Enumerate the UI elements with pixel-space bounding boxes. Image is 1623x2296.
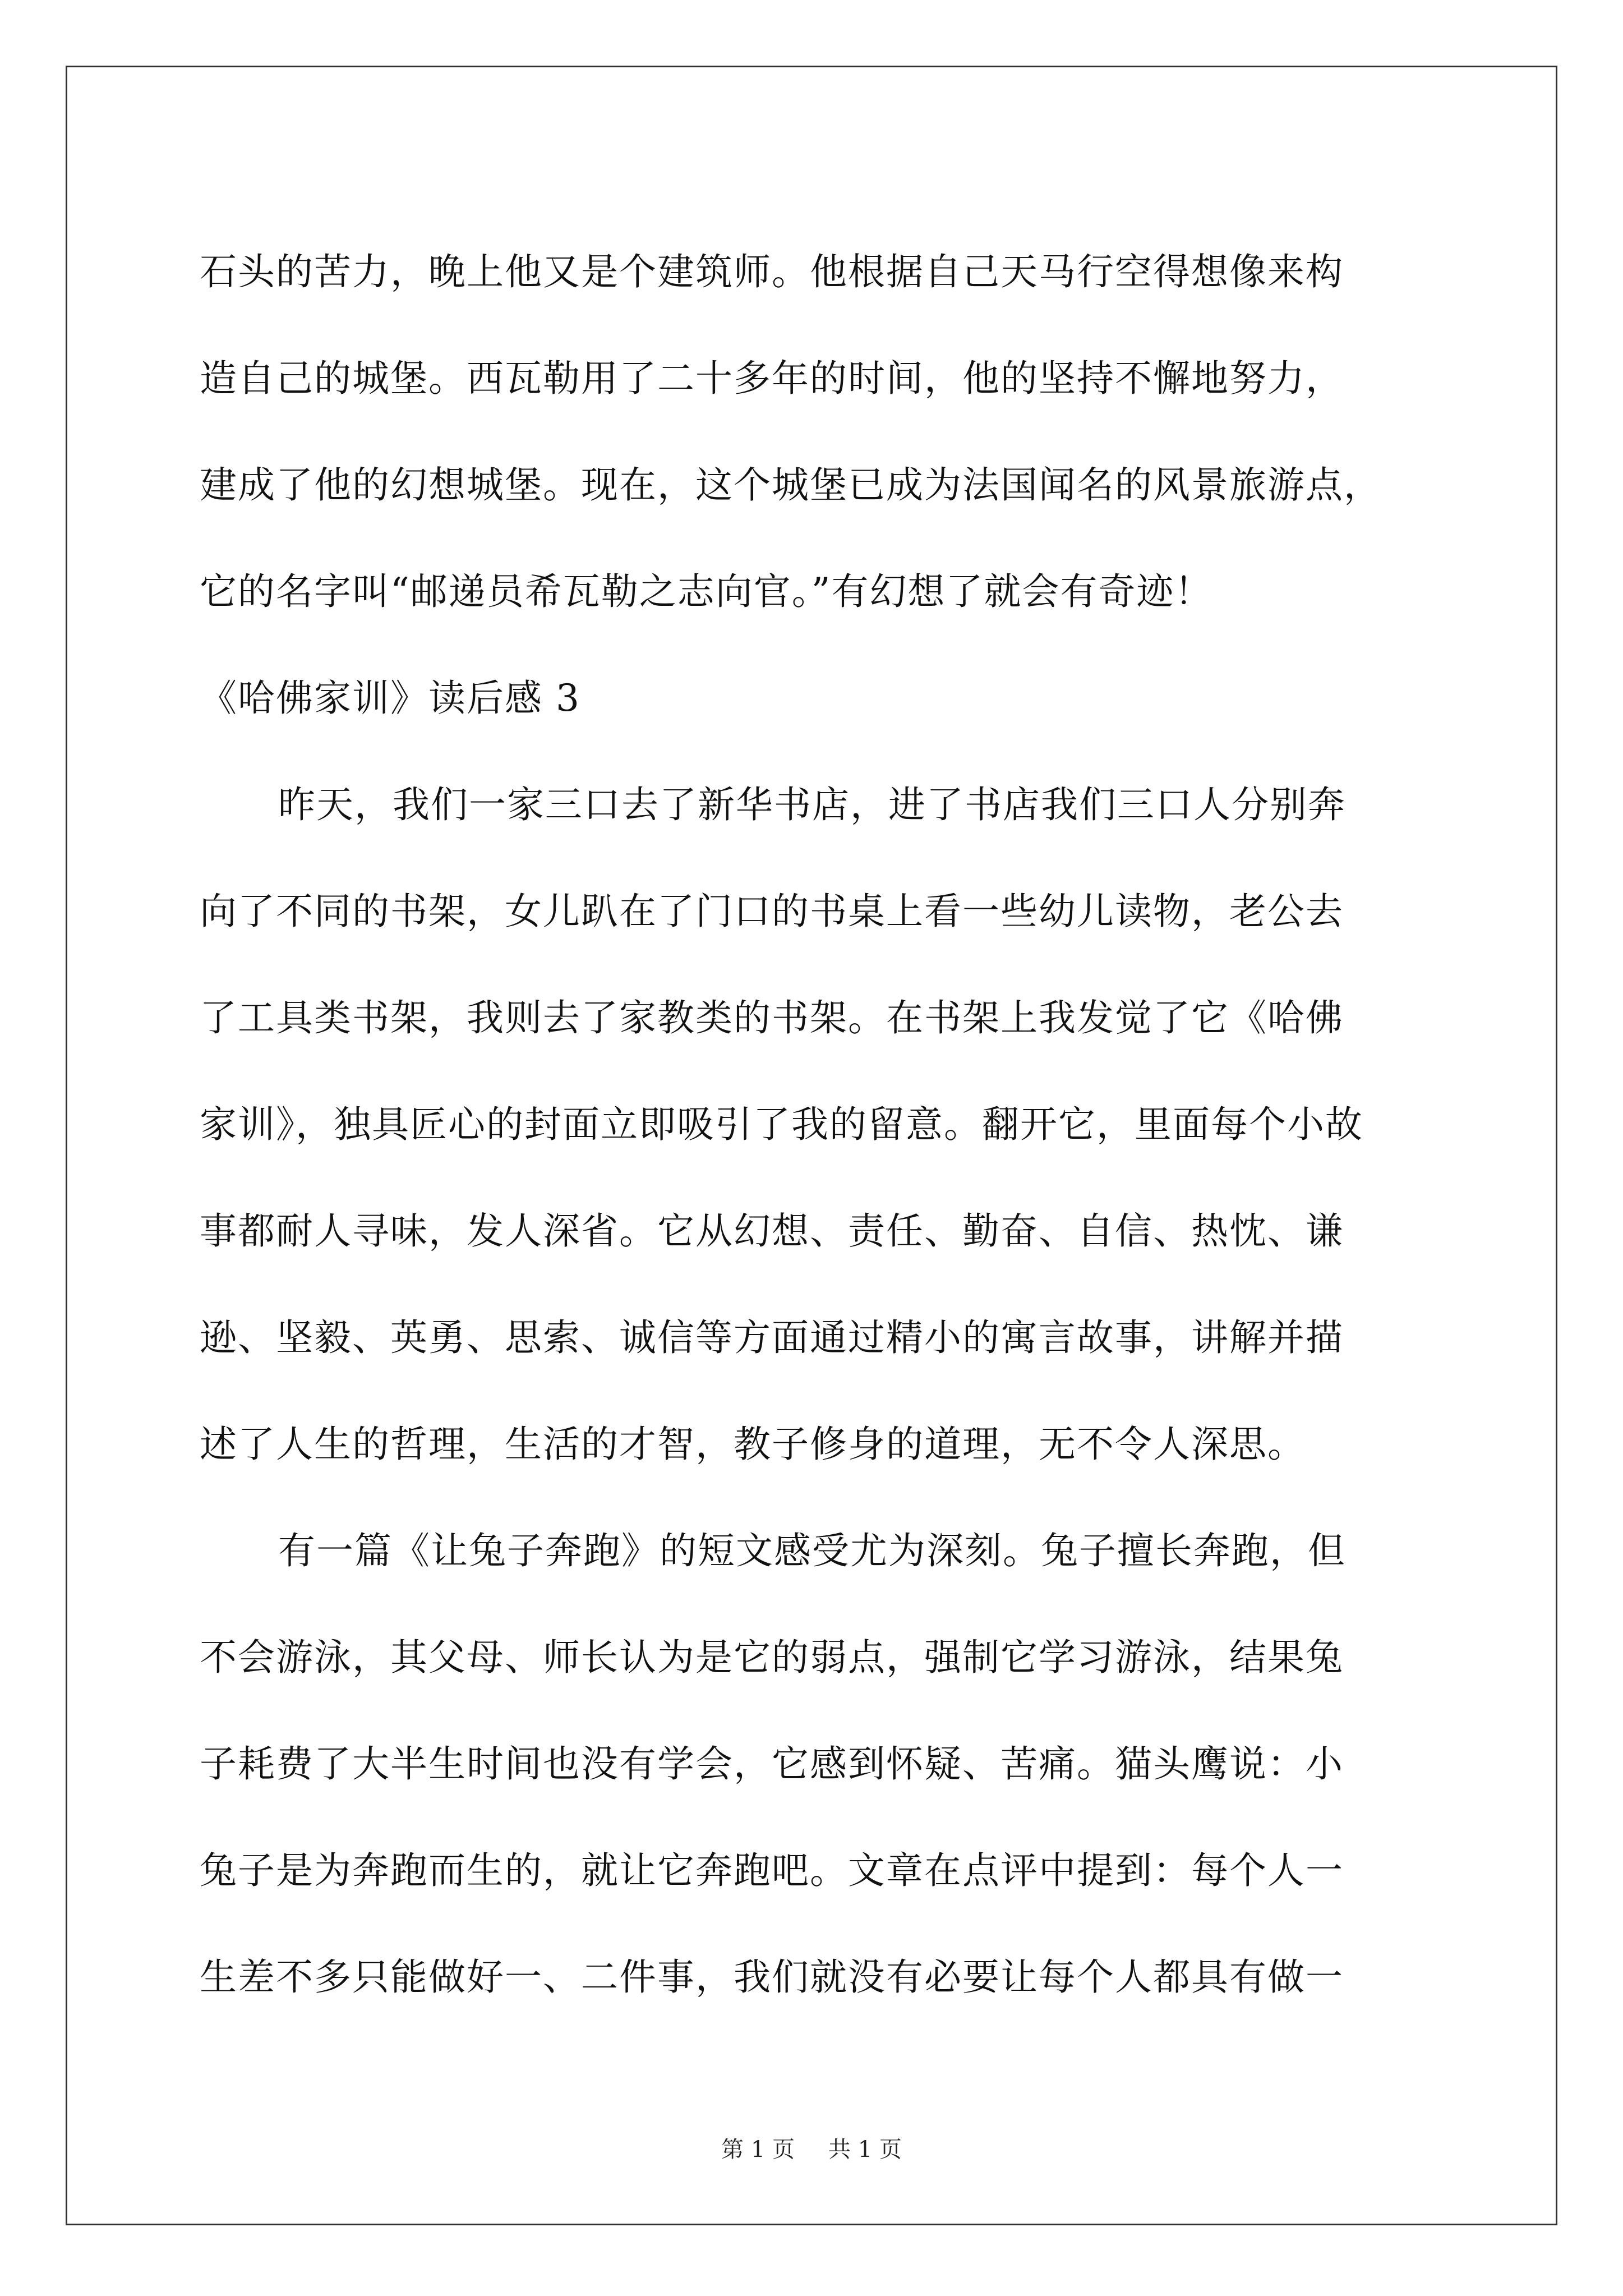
document-body (200, 219, 1433, 2031)
text-line: 建成了他的幻想城堡。现在，这个城堡已成为法国闻名的风景旅游点， (200, 463, 1382, 507)
page-total: 共 1 页 (828, 2137, 902, 2162)
paragraph-line: 家训》，独具匠心的封面立即吸引了我的留意。翻开它，里面每个小故 (200, 1103, 1363, 1146)
text-line: 石头的苦力，晚上他又是个建筑师。他根据自己天马行空得想像来构 (200, 250, 1344, 293)
page-footer (0, 2132, 1623, 2164)
paragraph-line: 有一篇《让兔子奔跑》的短文感受尤为深刻。兔子擅长奔跑，但 (278, 1529, 1346, 1572)
paragraph-line: 了工具类书架，我则去了家教类的书架。在书架上我发觉了它《哈佛 (200, 996, 1344, 1039)
text-line: 造自己的城堡。西瓦勒用了二十多年的时间，他的坚持不懈地努力， (200, 357, 1344, 400)
paragraph-line: 生差不多只能做好一、二件事，我们就没有必要让每个人都具有做一 (200, 1955, 1344, 1999)
paragraph-line: 子耗费了大半生时间也没有学会，它感到怀疑、苦痛。猫头鹰说：小 (200, 1742, 1344, 1786)
paragraph-line: 事都耐人寻味，发人深省。它从幻想、责任、勤奋、自信、热忱、谦 (200, 1209, 1344, 1253)
paragraph-line: 述了人生的哲理，生活的才智，教子修身的道理，无不令人深思。 (200, 1423, 1306, 1466)
page-number: 第 1 页 (721, 2137, 795, 2162)
section-heading: 《哈佛家训》读后感 3 (200, 677, 580, 720)
text-line: 它的名字叫“邮递员希瓦勒之志向官。”有幻想了就会有奇迹！ (200, 570, 1213, 613)
paragraph-line: 不会游泳，其父母、师长认为是它的弱点，强制它学习游泳，结果兔 (200, 1636, 1344, 1679)
paragraph-line: 兔子是为奔跑而生的，就让它奔跑吧。文章在点评中提到：每个人一 (200, 1849, 1344, 1892)
paragraph-line: 向了不同的书架，女儿趴在了门口的书桌上看一些幼儿读物，老公去 (200, 890, 1344, 933)
paragraph-line: 逊、坚毅、英勇、思索、诚信等方面通过精小的寓言故事，讲解并描 (200, 1316, 1344, 1359)
paragraph-line: 昨天，我们一家三口去了新华书店，进了书店我们三口人分别奔 (278, 783, 1346, 826)
